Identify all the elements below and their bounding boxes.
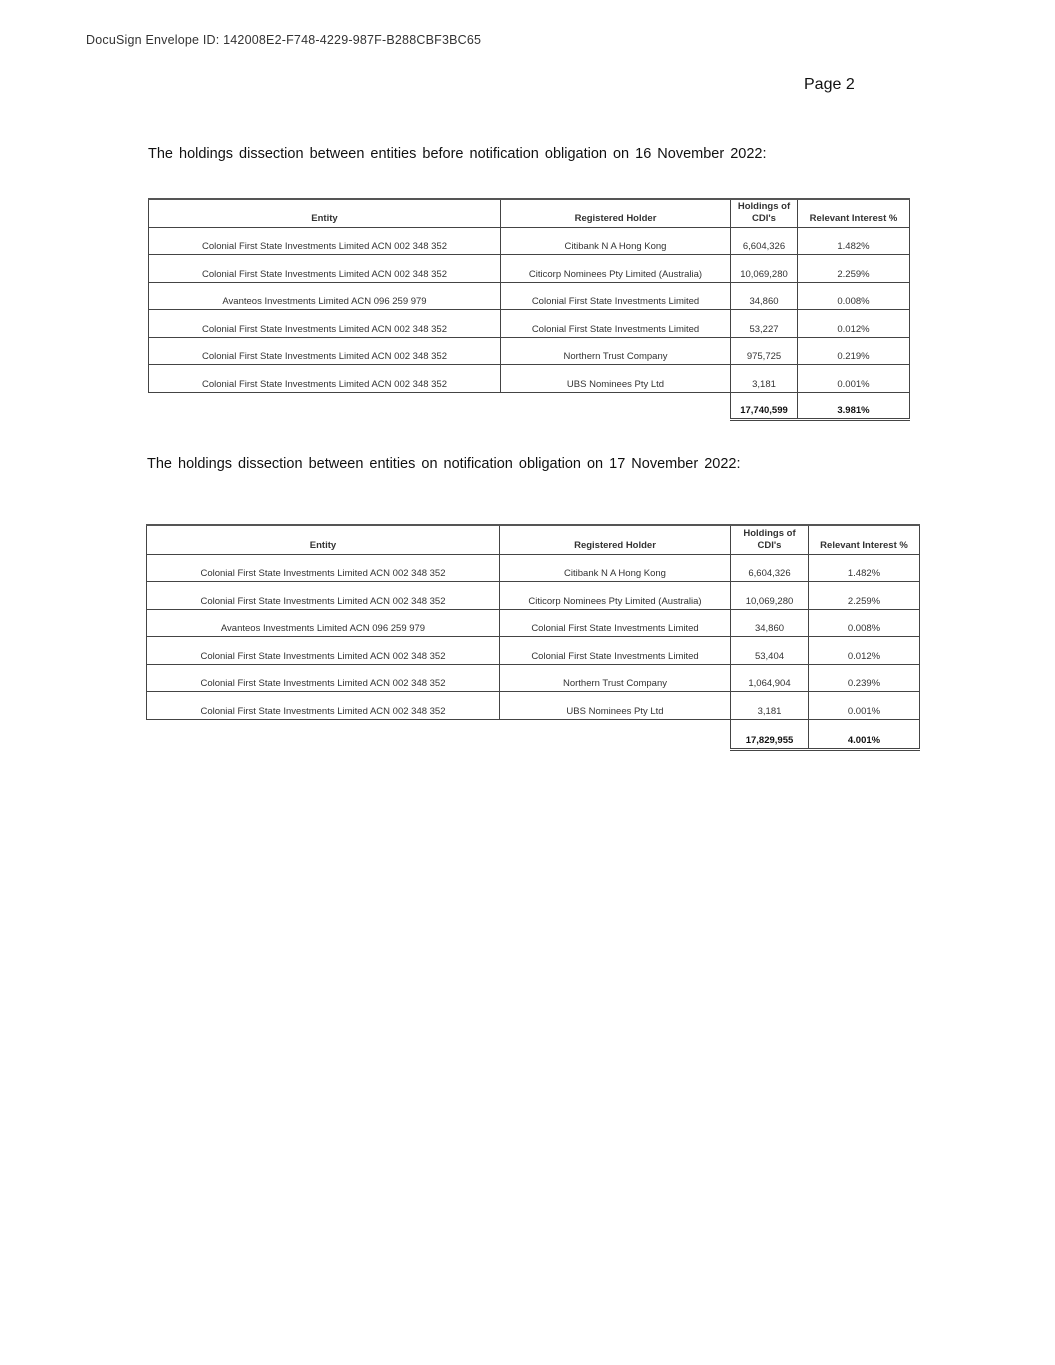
cell-entity: Colonial First State Investments Limited ACN 002 348 352 — [147, 554, 500, 582]
cell-holdings: 10,069,280 — [731, 255, 798, 283]
cell-relevant-interest: 0.219% — [798, 337, 910, 365]
table-row — [149, 282, 910, 310]
cell-registered-holder: Citibank N A Hong Kong — [501, 227, 731, 255]
cell-entity: Colonial First State Investments Limited ACN 002 348 352 — [149, 255, 501, 283]
cell-registered-holder: Colonial First State Investments Limited — [500, 609, 731, 637]
cell-holdings: 3,181 — [731, 692, 809, 720]
cell-entity: Colonial First State Investments Limited ACN 002 348 352 — [147, 664, 500, 692]
cell-total-holdings: 17,829,955 — [731, 720, 809, 750]
table-header-row — [149, 199, 910, 227]
table-row — [149, 337, 910, 365]
cell-entity: Colonial First State Investments Limited ACN 002 348 352 — [149, 310, 501, 338]
cell-holdings: 53,404 — [731, 637, 809, 665]
cell-entity: Colonial First State Investments Limited ACN 002 348 352 — [147, 692, 500, 720]
cell-entity: Avanteos Investments Limited ACN 096 259 979 — [149, 282, 501, 310]
section1-intro: The holdings dissection between entities before notification obligation on 16 November 2022: — [148, 146, 767, 162]
column-header-entity: Entity — [147, 525, 500, 554]
cell-relevant-interest: 2.259% — [809, 582, 920, 610]
cell-holdings: 34,860 — [731, 282, 798, 310]
table-row — [149, 365, 910, 393]
table-total-row — [147, 720, 920, 750]
cell-relevant-interest: 0.001% — [798, 365, 910, 393]
cell-relevant-interest: 0.012% — [809, 637, 920, 665]
table-row — [147, 554, 920, 582]
cell-relevant-interest: 0.008% — [809, 609, 920, 637]
table-row — [147, 582, 920, 610]
cell-holdings: 10,069,280 — [731, 582, 809, 610]
cell-relevant-interest: 0.012% — [798, 310, 910, 338]
table-row — [147, 692, 920, 720]
cell-entity: Colonial First State Investments Limited ACN 002 348 352 — [149, 365, 501, 393]
cell-registered-holder: Colonial First State Investments Limited — [501, 310, 731, 338]
table-row — [149, 310, 910, 338]
column-header-entity: Entity — [149, 199, 501, 227]
cell-registered-holder: Colonial First State Investments Limited — [501, 282, 731, 310]
envelope-id: DocuSign Envelope ID: 142008E2-F748-4229-987F-B288CBF3BC65 — [86, 33, 482, 47]
cell-registered-holder: Northern Trust Company — [500, 664, 731, 692]
column-header-holdings: Holdings of CDI's — [731, 525, 809, 554]
cell-holdings: 975,725 — [731, 337, 798, 365]
cell-holdings: 1,064,904 — [731, 664, 809, 692]
cell-relevant-interest: 1.482% — [798, 227, 910, 255]
cell-registered-holder: Northern Trust Company — [501, 337, 731, 365]
cell-registered-holder: Citicorp Nominees Pty Limited (Australia) — [501, 255, 731, 283]
cell-holdings: 3,181 — [731, 365, 798, 393]
cell-relevant-interest: 0.239% — [809, 664, 920, 692]
cell-entity: Colonial First State Investments Limited ACN 002 348 352 — [147, 637, 500, 665]
cell-registered-holder: Citibank N A Hong Kong — [500, 554, 731, 582]
cell-total-holdings: 17,740,599 — [731, 393, 798, 420]
page-number: Page 2 — [804, 76, 855, 93]
cell-registered-holder: Citicorp Nominees Pty Limited (Australia) — [500, 582, 731, 610]
column-header-registered-holder: Registered Holder — [501, 199, 731, 227]
table-row — [149, 227, 910, 255]
column-header-holdings: Holdings of CDI's — [731, 199, 798, 227]
table-row — [147, 664, 920, 692]
cell-holdings: 34,860 — [731, 609, 809, 637]
table-row — [149, 255, 910, 283]
cell-holdings: 6,604,326 — [731, 227, 798, 255]
cell-holdings: 6,604,326 — [731, 554, 809, 582]
cell-entity: Avanteos Investments Limited ACN 096 259 979 — [147, 609, 500, 637]
cell-relevant-interest: 1.482% — [809, 554, 920, 582]
cell-entity: Colonial First State Investments Limited ACN 002 348 352 — [147, 582, 500, 610]
column-header-relevant-interest: Relevant Interest % — [809, 525, 920, 554]
table-total-row — [149, 393, 910, 420]
column-header-registered-holder: Registered Holder — [500, 525, 731, 554]
cell-entity: Colonial First State Investments Limited ACN 002 348 352 — [149, 337, 501, 365]
cell-relevant-interest: 2.259% — [798, 255, 910, 283]
cell-total-interest: 3.981% — [798, 393, 910, 420]
cell-relevant-interest: 0.008% — [798, 282, 910, 310]
cell-total-interest: 4.001% — [809, 720, 920, 750]
cell-relevant-interest: 0.001% — [809, 692, 920, 720]
table-row — [147, 637, 920, 665]
cell-entity: Colonial First State Investments Limited ACN 002 348 352 — [149, 227, 501, 255]
table-header-row — [147, 525, 920, 554]
holdings-table-before — [148, 198, 910, 421]
cell-registered-holder: UBS Nominees Pty Ltd — [500, 692, 731, 720]
table-row — [147, 609, 920, 637]
cell-registered-holder: UBS Nominees Pty Ltd — [501, 365, 731, 393]
column-header-relevant-interest: Relevant Interest % — [798, 199, 910, 227]
holdings-table-on — [146, 524, 920, 751]
cell-holdings: 53,227 — [731, 310, 798, 338]
section2-intro: The holdings dissection between entities on notification obligation on 17 November 2022: — [147, 456, 741, 472]
cell-registered-holder: Colonial First State Investments Limited — [500, 637, 731, 665]
